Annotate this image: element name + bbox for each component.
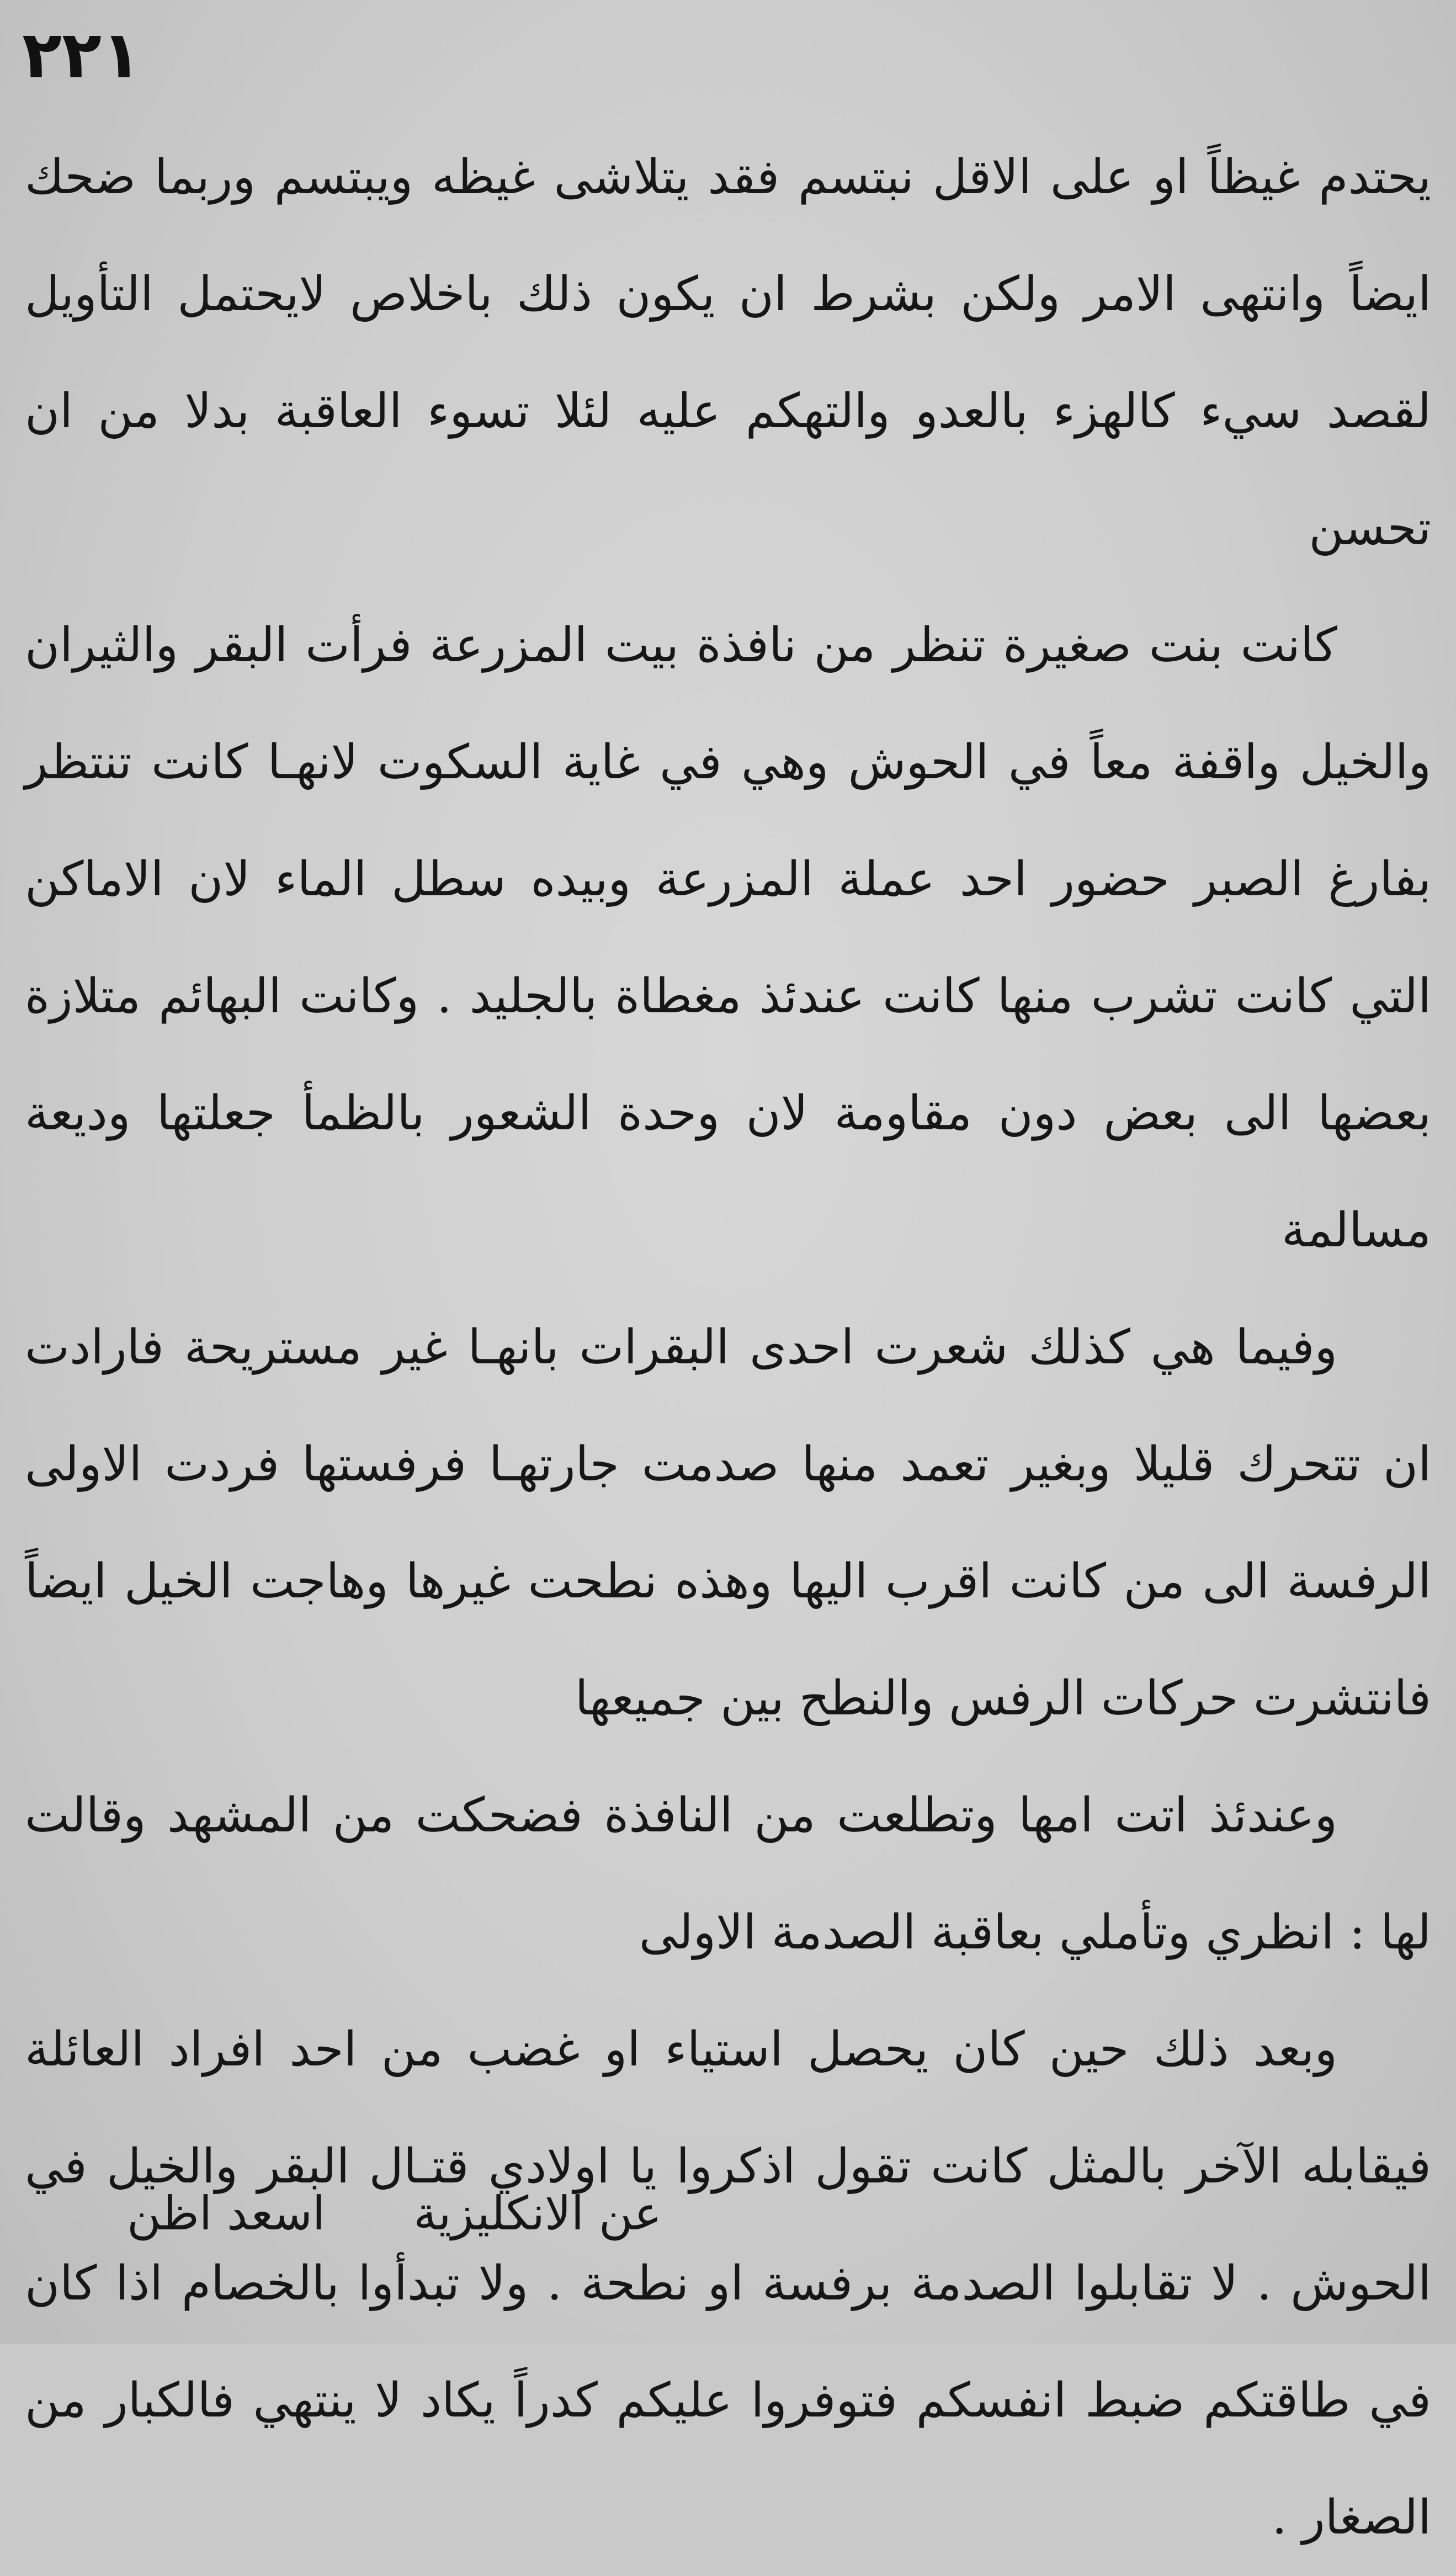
translator-name: اسعد اظن [127,2186,326,2240]
paragraph: وفيما هي كذلك شعرت احدى البقرات بانهـا غير مستريحة فارادت ان تتحرك قليلا وبغير تعمد منها صدمت جارتهـا فرفستها فردت الاولى الرفسة الى من كانت اقرب اليها وهذه نطحت غيرها وهاجت الخيل ايضاً فانتشرت حركات الرفس والنطح بين جميعها [25,1320,1431,1726]
source-language-note: عن الانكليزية [413,2186,662,2240]
paragraph: وعندئذ اتت امها وتطلعت من النافذة فضحكت من المشهد وقالت لها : انظري وتأملي بعاقبة الصدمة الاولى [25,1788,1431,1960]
paragraph: وبعد ذلك حين كان يحصل استياء او غضب من احد افراد العائلة فيقابله الآخر بالمثل كانت تقول اذكروا يا اولادي قتـال البقر والخيل في الحوش . لا تقابلوا الصدمة برفسة او نطحة . ولا تبدأوا بالخصام اذا كان في طاقتكم ضبط انفسكم فتوفروا عليكم كدراً يكاد لا ينتهي فالكبار من الصغار . [25,2022,1432,2545]
attribution-footer [127,2180,662,2246]
paragraph: يحتدم غيظاً او على الاقل نبتسم فقد يتلاشى غيظه ويبتسم وربما ضحك ايضاً وانتهى الامر ولكن بشرط ان يكون ذلك باخلاص لايحتمل التأويل لقصد سيء كالهزء بالعدو والتهكم عليه لئلا تسوء العاقبة بدلا من ان تحسن [25,150,1431,556]
page-number: ٢٢١ [22,17,142,93]
paragraph: كانت بنت صغيرة تنظر من نافذة بيت المزرعة فرأت البقر والثيران والخيل واقفة معاً في الحوش وهي في غاية السكوت لانهـا كانت تنتظر بفارغ الصبر حضور احد عملة المزرعة وبيده سطل الماء لان الاماكن التي كانت تشرب منها كانت عندئذ مغطاة بالجليد . وكانت البهائم متلازة بعضها الى بعض دون مقاومة لان وحدة الشعور بالظمأ جعلتها وديعة مسالمة [25,618,1431,1258]
